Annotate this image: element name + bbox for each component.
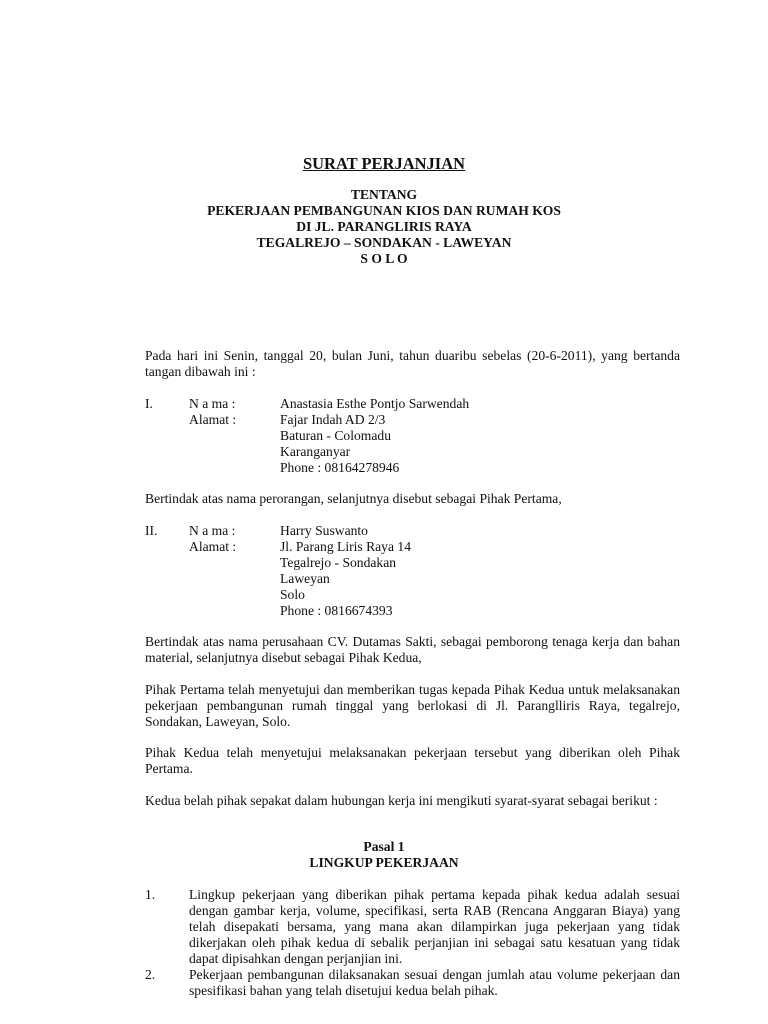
party1-address-line: Fajar Indah AD 2/3 [280, 412, 386, 427]
agreement-paragraph-2: Pihak Kedua telah menyetujui melaksanakan pekerjaan tersebut yang diberikan oleh Pihak Pertama. [145, 745, 680, 776]
document-title: SURAT PERJANJIAN [302, 154, 466, 173]
item-number: 2. [145, 967, 156, 982]
party1-address-label: Alamat : [189, 412, 237, 427]
intro-paragraph: Pada hari ini Senin, tanggal 20, bulan Juni, tahun duaribu sebelas (20-6-2011), yang bertanda tangan dibawah ini : [145, 348, 680, 379]
party1-address-line: Karanganyar [280, 444, 351, 459]
party1-name: Anastasia Esthe Pontjo Sarwendah [280, 396, 470, 411]
party1-numeral: I. [145, 396, 153, 411]
party1-role: Bertindak atas nama perorangan, selanjutnya disebut sebagai Pihak Pertama, [145, 491, 562, 506]
party2-address-line: Tegalrejo - Sondakan [280, 555, 397, 570]
party2-name-label: N a ma : [189, 523, 236, 538]
party2-role: Bertindak atas nama perusahaan CV. Dutamas Sakti, sebagai pemborong tenaga kerja dan bahan material, selanjutnya disebut sebagai Pihak Kedua, [145, 634, 680, 665]
agreement-paragraph-3: Kedua belah pihak sepakat dalam hubungan kerja ini mengikuti syarat-syarat sebagai berikut : [145, 793, 658, 808]
party2-phone: Phone : 0816674393 [280, 603, 393, 618]
pasal-number: Pasal 1 [363, 839, 405, 854]
subtitle-line: S O L O [360, 251, 408, 266]
party1-name-label: N a ma : [189, 396, 236, 411]
subtitle-line: TENTANG [350, 187, 418, 202]
item-text: Lingkup pekerjaan yang diberikan pihak pertama kepada pihak kedua adalah sesuai dengan gambar kerja, volume, specifikasi, serta RAB (Rencana Anggaran Biaya) yang telah disepakati bersama, yang mana akan dilampirkan juga pekerjaan yang tidak dikerjakan oleh pihak kedua di sebalik perjanjian ini sebagai satu kesatuan yang tidak dapat dipisahkan dengan perjanjian ini. [189, 887, 680, 966]
pasal-heading: LINGKUP PEKERJAAN [309, 855, 459, 870]
party2-name: Harry Suswanto [280, 523, 368, 538]
party2-numeral: II. [145, 523, 158, 538]
party1-phone: Phone : 08164278946 [280, 460, 400, 475]
party2-address-label: Alamat : [189, 539, 237, 554]
subtitle-line: PEKERJAAN PEMBANGUNAN KIOS DAN RUMAH KOS [207, 203, 561, 218]
party2-address-line: Jl. Parang Liris Raya 14 [280, 539, 412, 554]
item-text: Pekerjaan pembangunan dilaksanakan sesuai dengan jumlah atau volume pekerjaan dan spesifikasi bahan yang telah disetujui kedua belah pihak. [189, 967, 680, 998]
party2-address-line: Solo [280, 587, 305, 602]
agreement-paragraph-1: Pihak Pertama telah menyetujui dan memberikan tugas kepada Pihak Kedua untuk melaksanakan pekerjaan pembangunan rumah tinggal yang berlokasi di Jl. Paranglliris Raya, tegalrejo, Sondakan, Laweyan, Solo. [145, 682, 680, 729]
party2-address-line: Laweyan [280, 571, 330, 586]
item-number: 1. [145, 887, 156, 902]
subtitle-line: TEGALREJO – SONDAKAN - LAWEYAN [256, 235, 512, 250]
subtitle-line: DI JL. PARANGLIRIS RAYA [296, 219, 472, 234]
party1-address-line: Baturan - Colomadu [280, 428, 391, 443]
document-subtitle [0, 187, 768, 267]
